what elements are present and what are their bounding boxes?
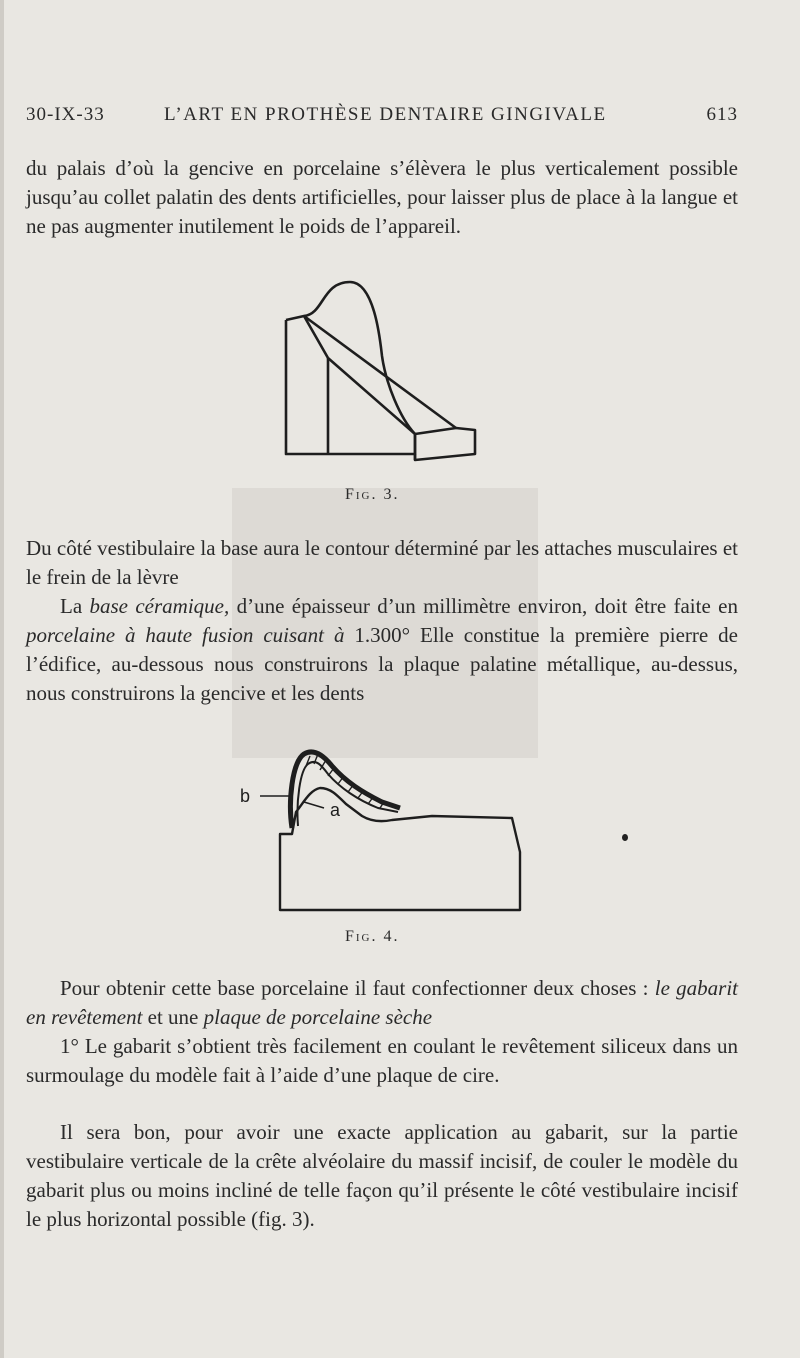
p4-italic-plaque: plaque de porcelaine sèche (203, 1005, 433, 1029)
p3-italic-porcelaine: porcelaine à haute fusion cuisant à (26, 623, 345, 647)
p4-text-a: Pour obtenir cette base porcelaine il faut confectionner deux choses : (60, 976, 655, 1000)
figure-4-label-a: a (330, 800, 341, 820)
figure-4-label-b: b (240, 786, 251, 806)
header-date: 30-IX-33 (26, 104, 105, 125)
header-title: L’ART EN PROTHÈSE DENTAIRE GINGIVALE (164, 104, 607, 125)
p4-text-c: et une (142, 1005, 204, 1029)
page-edge (0, 0, 4, 1358)
paragraph-3 (26, 592, 738, 708)
figure-3-drawing (270, 278, 490, 478)
running-header (26, 104, 738, 134)
p3-text-a: La (60, 594, 90, 618)
ink-dot (622, 834, 628, 841)
paragraph-4 (26, 974, 738, 1032)
figure-4-drawing (222, 742, 532, 912)
page-number: 613 (706, 104, 738, 125)
paragraph-5: 1° Le gabarit s’obtient très facilement en coulant le revêtement siliceux dans un surmoulage du modèle fait à l’aide d’une plaque de cire. (26, 1034, 738, 1087)
p3-italic-base-ceramique: base céramique, (89, 594, 230, 618)
p4-italic-gabarit: le gabarit en revêtement (26, 976, 739, 1029)
paragraph-6: Il sera bon, pour avoir une exacte application au gabarit, sur la partie vestibulaire verticale de la crête alvéolaire du massif incisif, de couler le modèle du gabarit plus ou moins incliné de telle façon qu’il présente le côté vestibulaire incisif le plus horizontal possible (fig. 3). (26, 1120, 738, 1231)
paragraph-1: du palais d’où la gencive en porcelaine s’élèvera le plus verticalement possible jusqu’au collet palatin des dents artificielles, pour laisser plus de place à la langue et ne pas augmenter inutilement le poids de l’appareil. (26, 156, 738, 238)
figure-3-caption: Fig. 3. (345, 486, 400, 503)
figure-4-caption: Fig. 4. (345, 928, 400, 945)
p3-text-e: 1.300° Elle constitue la première pierre de l’édifice, au-dessous nous construirons la plaque palatine métallique, au-dessus, nous construirons la gencive et les dents (26, 623, 738, 705)
p3-text-c: d’une épaisseur d’un millimètre environ, doit être faite en (229, 594, 738, 618)
paragraph-2: Du côté vestibulaire la base aura le contour déterminé par les attaches musculaires et le frein de la lèvre (26, 536, 738, 589)
